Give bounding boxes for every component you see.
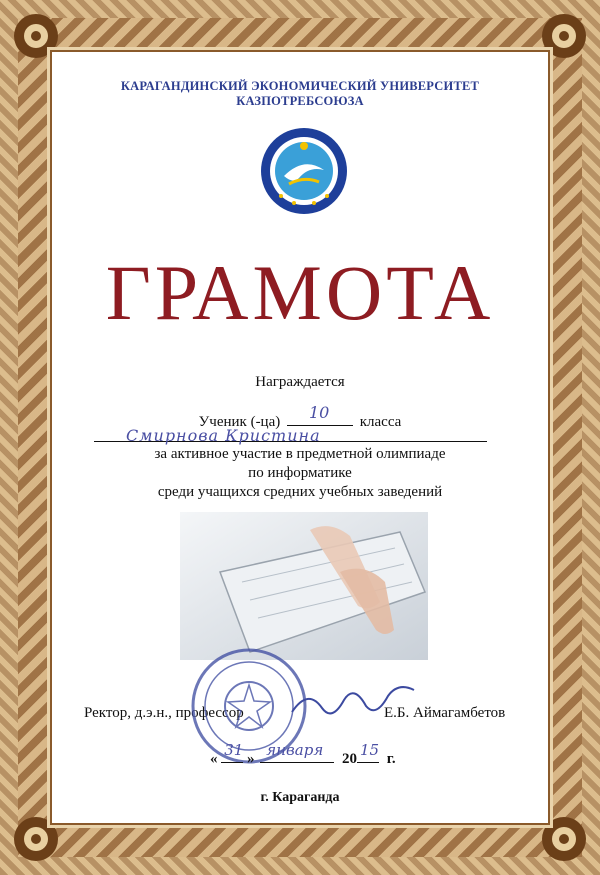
city-label: г. Караганда [260, 790, 340, 805]
student-label: Ученик (-ца) [198, 414, 281, 430]
keyboard-hands-illustration [180, 512, 428, 660]
awarded-label: Награждается [255, 374, 345, 390]
date-year-prefix: 20 [342, 751, 357, 767]
class-label: класса [359, 414, 402, 430]
rector-name: Е.Б. Аймагамбетов [384, 705, 506, 721]
certificate-title: ГРАМОТА [105, 249, 495, 336]
university-name-line2: КАЗПОТРЕБСОЮЗА [236, 94, 364, 108]
date-month-field [260, 741, 334, 763]
university-name-line1: КАРАГАНДИНСКИЙ ЭКОНОМИЧЕСКИЙ УНИВЕРСИТЕТ [120, 79, 480, 93]
date-year-suffix: 15 [360, 741, 380, 759]
date-open-quote: « [210, 751, 218, 767]
university-logo-icon [259, 126, 349, 216]
certificate-content [52, 52, 548, 823]
university-name [52, 79, 548, 109]
student-name: Смирнова Кристина [126, 426, 321, 445]
date-day-field [221, 741, 244, 763]
issue-date [210, 741, 396, 768]
award-text-line3: среди учащихся средних учебных заведений [157, 484, 443, 500]
grade-value: 10 [309, 403, 330, 422]
date-close-quote: » [247, 751, 255, 767]
date-day: 31 [224, 741, 244, 759]
award-text-line2: по информатике [248, 465, 352, 481]
date-year-field [357, 741, 380, 763]
rector-title: Ректор, д.э.н., профессор [84, 705, 244, 721]
grade-field [287, 403, 353, 426]
date-year-unit: г. [386, 751, 396, 767]
award-text-line1: за активное участие в предметной олимпиаде [154, 446, 446, 462]
date-month: января [266, 741, 324, 759]
